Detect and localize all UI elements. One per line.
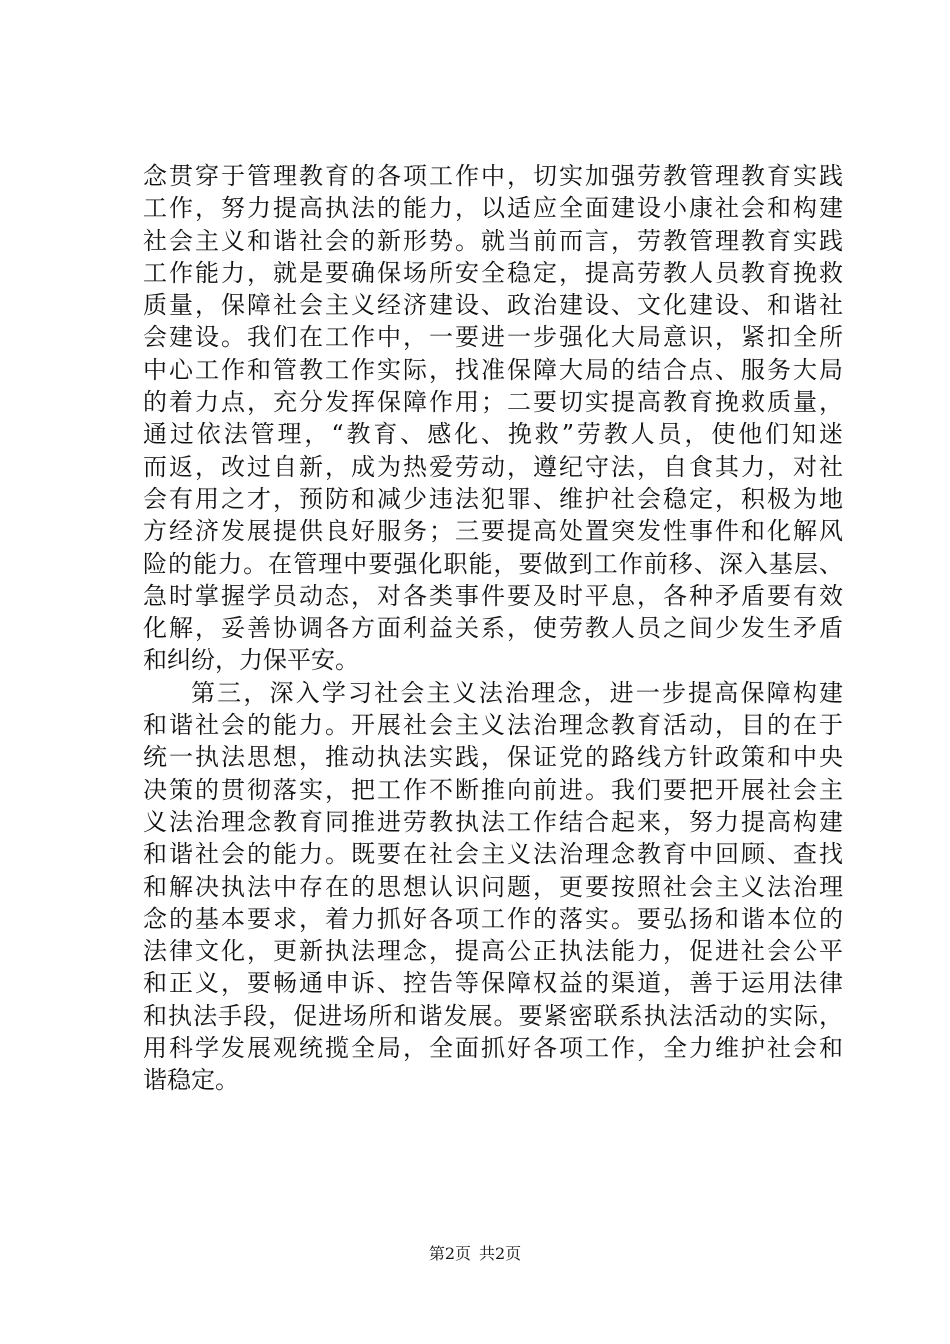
paragraph-start-line: 第三，深入学习社会主义法治理念，进一步提高保障构建: [191, 678, 843, 707]
text-line: 和执法手段，促进场所和谐发展。要紧密联系执法活动的实际，: [143, 1001, 843, 1030]
text-line: 急时掌握学员动态，对各类事件要及时平息，各种矛盾要有效: [143, 581, 843, 610]
text-line: 化解，妥善协调各方面利益关系，使劳教人员之间少发生矛盾: [143, 614, 843, 643]
text-line: 险的能力。在管理中要强化职能，要做到工作前移、深入基层、: [143, 549, 843, 578]
text-line: 统一执法思想，推动执法实践，保证党的路线方针政策和中央: [143, 743, 843, 772]
paragraph-end-line: 谐稳定。: [143, 1066, 239, 1095]
text-line: 方经济发展提供良好服务；三要提高处置突发性事件和化解风: [143, 517, 843, 546]
text-line: 会建设。我们在工作中，一要进一步强化大局意识，紧扣全所: [143, 323, 843, 352]
text-line: 的着力点，充分发挥保障作用；二要切实提高教育挽救质量，: [143, 388, 843, 417]
text-line: 而返，改过自新，成为热爱劳动，遵纪守法，自食其力，对社: [143, 452, 843, 481]
text-line: 义法治理念教育同推进劳教执法工作结合起来，努力提高构建: [143, 807, 843, 836]
page-footer: [0, 1244, 950, 1264]
page-total: 共2页: [479, 1244, 522, 1263]
text-line: 工作，努力提高执法的能力，以适应全面建设小康社会和构建: [143, 194, 843, 223]
text-line: 中心工作和管教工作实际，找准保障大局的结合点、服务大局: [143, 355, 843, 384]
text-line: 工作能力，就是要确保场所安全稳定，提高劳教人员教育挽救: [143, 258, 843, 287]
text-line: 和谐社会的能力。既要在社会主义法治理念教育中回顾、查找: [143, 840, 843, 869]
paragraph-end-line: 和纠纷，力保平安。: [143, 646, 359, 675]
text-line: 法律文化，更新执法理念，提高公正执法能力，促进社会公平: [143, 937, 843, 966]
text-line: 和谐社会的能力。开展社会主义法治理念教育活动，目的在于: [143, 711, 843, 740]
text-line: 质量，保障社会主义经济建设、政治建设、文化建设、和谐社: [143, 291, 843, 320]
document-body: [143, 160, 843, 1097]
text-line: 和解决执法中存在的思想认识问题，更要按照社会主义法治理: [143, 872, 843, 901]
text-line: 用科学发展观统揽全局，全面抓好各项工作，全力维护社会和: [143, 1034, 843, 1063]
page-number: 第2页: [428, 1244, 471, 1263]
text-line: 社会主义和谐社会的新形势。就当前而言，劳教管理教育实践: [143, 226, 843, 255]
text-line: 念的基本要求，着力抓好各项工作的落实。要弘扬和谐本位的: [143, 904, 843, 933]
text-line: 会有用之才，预防和减少违法犯罪、维护社会稳定，积极为地: [143, 484, 843, 513]
text-line: 和正义，要畅通申诉、控告等保障权益的渠道，善于运用法律: [143, 969, 843, 998]
text-line: 念贯穿于管理教育的各项工作中，切实加强劳教管理教育实践: [143, 162, 843, 190]
text-line: 通过依法管理，“教育、感化、挽救”劳教人员，使他们知迷: [143, 420, 843, 449]
text-line: 决策的贯彻落实，把工作不断推向前进。我们要把开展社会主: [143, 775, 843, 804]
